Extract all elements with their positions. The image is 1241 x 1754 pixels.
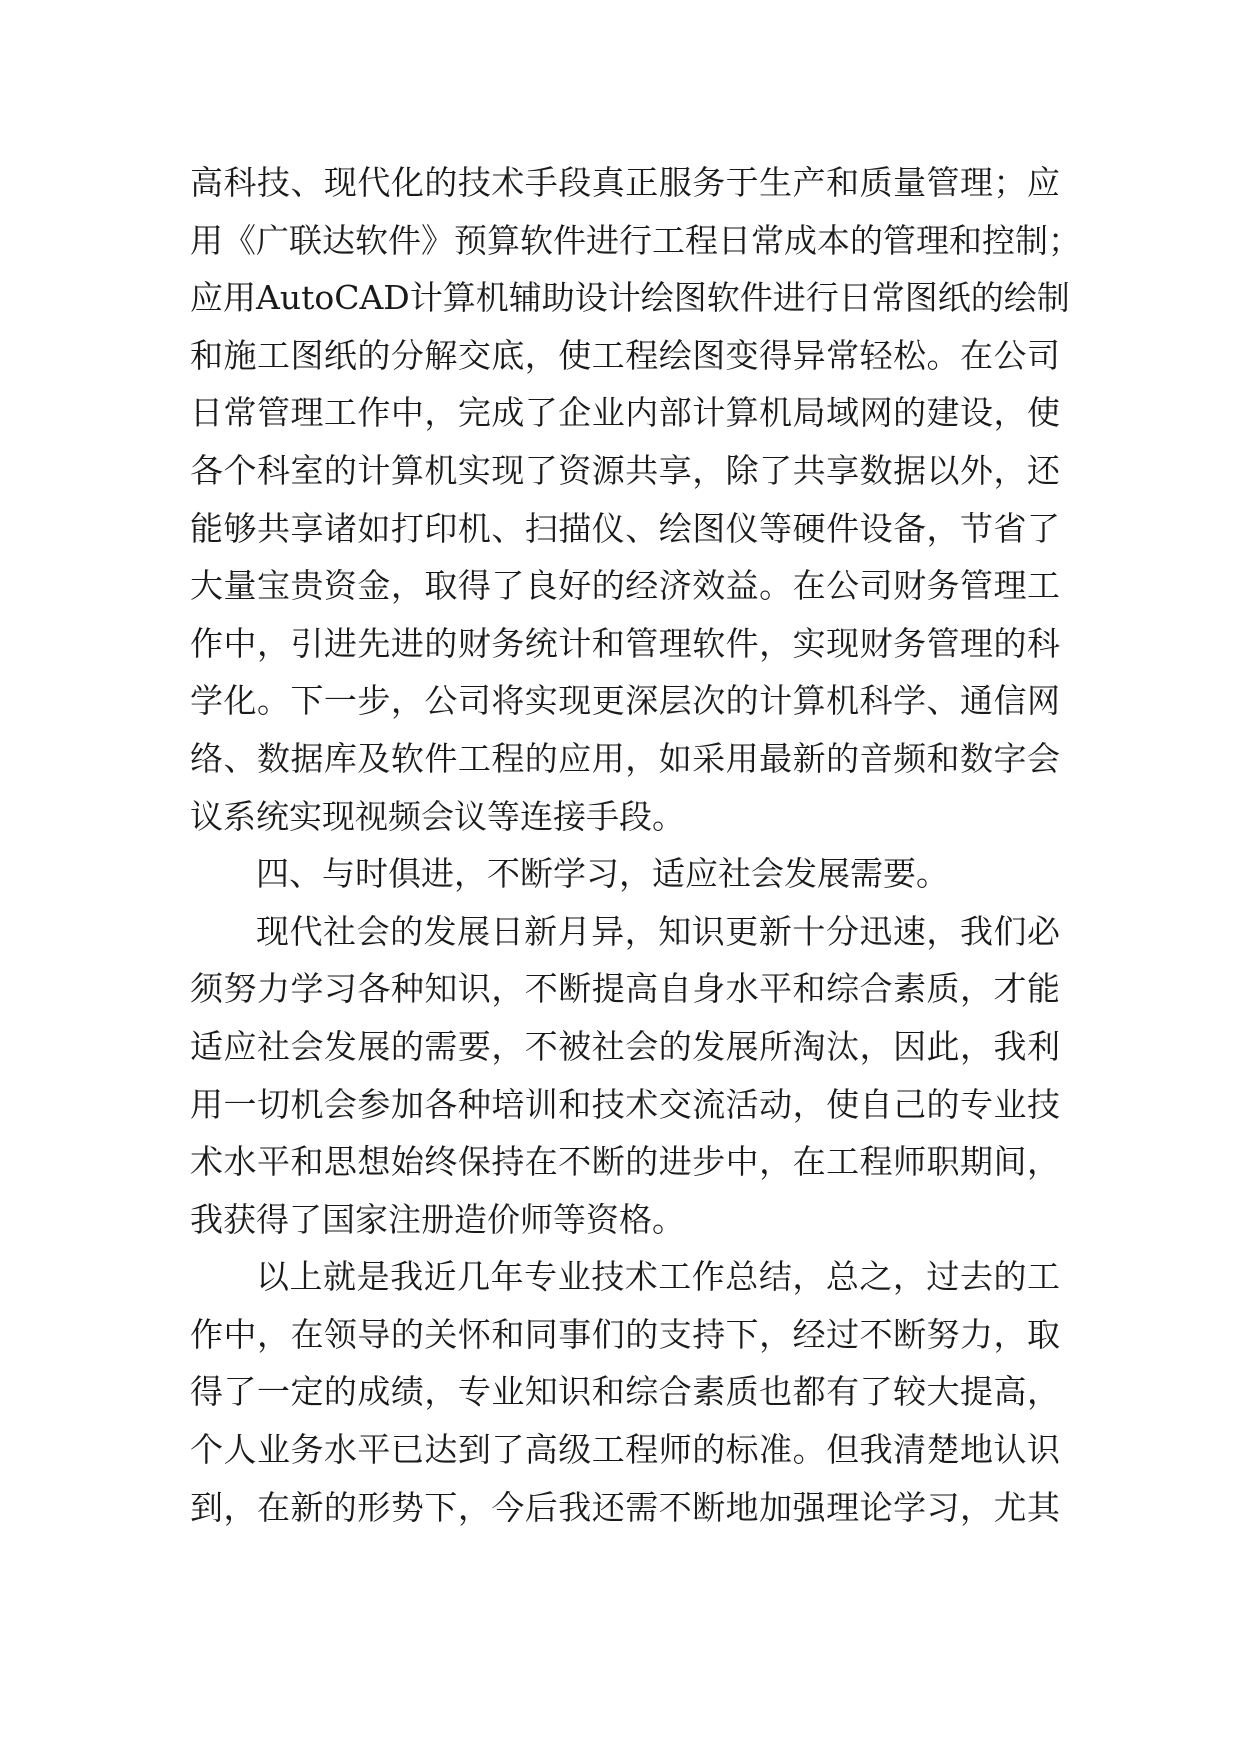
text-line: 能够共享诸如打印机、扫描仪、绘图仪等硬件设备，节省了 (190, 508, 1060, 548)
section-heading: 四、与时俱进，不断学习，适应社会发展需要。 (256, 854, 949, 894)
text-line: 学化。下一步，公司将实现更深层次的计算机科学、通信网 (190, 681, 1060, 721)
text-line: 高科技、现代化的技术手段真正服务于生产和质量管理；应 (190, 163, 1060, 202)
text-line: 术水平和思想始终保持在不断的进步中，在工程师职期间， (190, 1142, 1060, 1182)
text-line: 我获得了国家注册造价师等资格。 (190, 1199, 685, 1239)
text-line: 作中，引进先进的财务统计和管理软件，实现财务管理的科 (190, 623, 1060, 663)
text-line: 适应社会发展的需要，不被社会的发展所淘汰，因此，我利 (190, 1026, 1060, 1066)
text-line: 作中，在领导的关怀和同事们的支持下，经过不断努力，取 (190, 1314, 1060, 1354)
text-line: 应用AutoCAD计算机辅助设计绘图软件进行日常图纸的绘制 (190, 278, 1070, 318)
text-line: 用一切机会参加各种培训和技术交流活动，使自己的专业技 (190, 1084, 1060, 1124)
text-line: 到，在新的形势下，今后我还需不断地加强理论学习，尤其 (190, 1487, 1060, 1527)
text-line: 现代社会的发展日新月异，知识更新十分迅速，我们必 (256, 911, 1060, 951)
text-line: 大量宝贵资金，取得了良好的经济效益。在公司财务管理工 (190, 566, 1060, 606)
text-line: 和施工图纸的分解交底，使工程绘图变得异常轻松。在公司 (190, 335, 1060, 375)
text-line: 用《广联达软件》预算软件进行工程日常成本的管理和控制； (190, 220, 1081, 260)
text-line: 日常管理工作中，完成了企业内部计算机局域网的建设，使 (190, 393, 1060, 433)
text-line: 得了一定的成绩，专业知识和综合素质也都有了较大提高， (190, 1372, 1060, 1412)
text-line: 个人业务水平已达到了高级工程师的标准。但我清楚地认识 (190, 1430, 1060, 1470)
text-line: 络、数据库及软件工程的应用，如采用最新的音频和数字会 (190, 738, 1060, 778)
text-line: 以上就是我近几年专业技术工作总结，总之，过去的工 (256, 1257, 1060, 1297)
document-body (190, 154, 1081, 1536)
text-line: 须努力学习各种知识，不断提高自身水平和综合素质，才能 (190, 969, 1060, 1009)
text-line: 议系统实现视频会议等连接手段。 (190, 796, 685, 836)
text-line: 各个科室的计算机实现了资源共享，除了共享数据以外，还 (190, 450, 1060, 490)
